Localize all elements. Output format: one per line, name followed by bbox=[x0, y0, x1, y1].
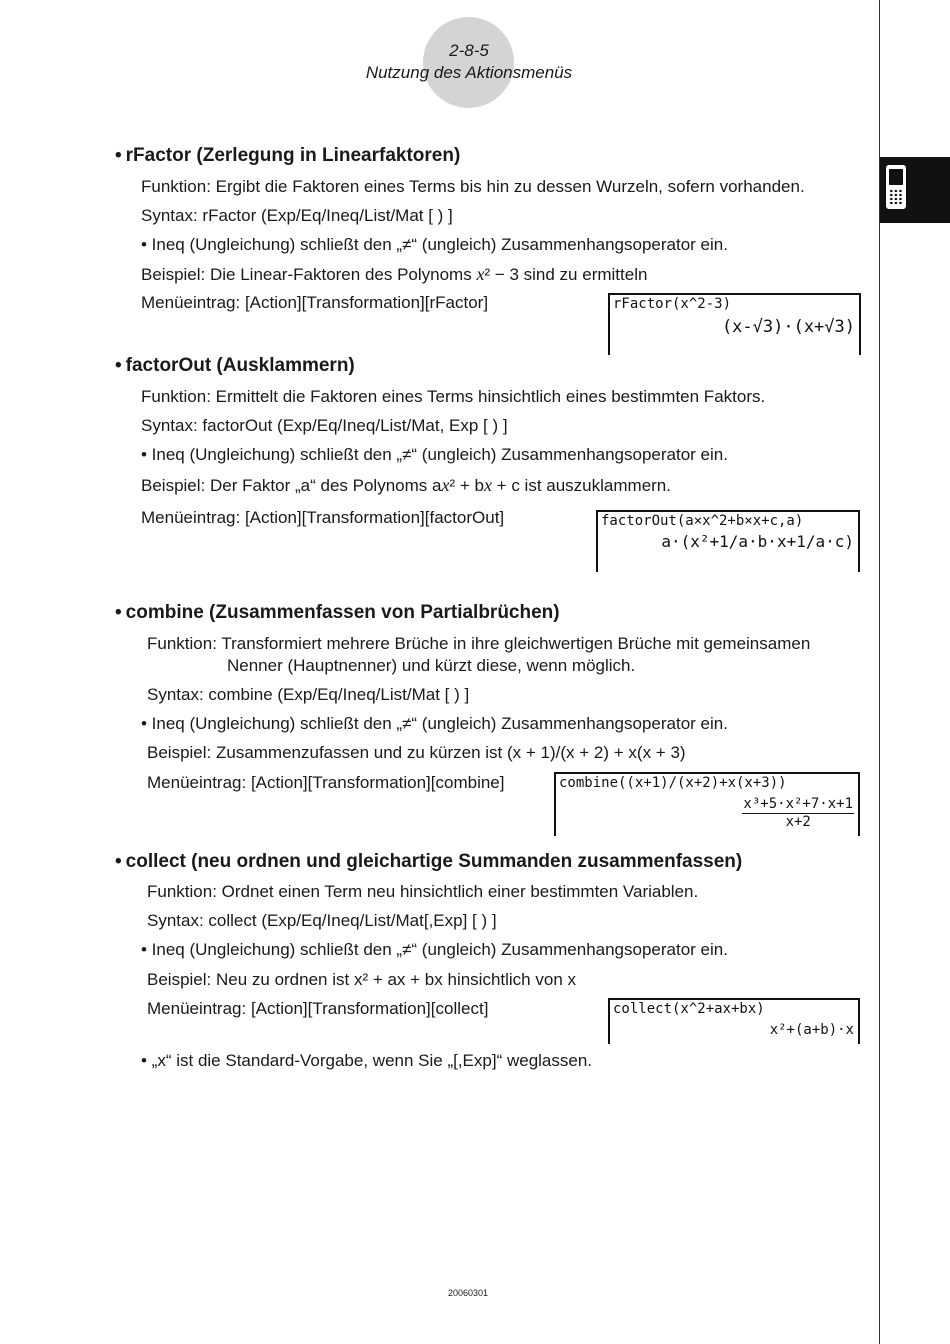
calculator-icon bbox=[886, 165, 906, 209]
calculator-screen bbox=[608, 998, 860, 1044]
section-heading-combine: • combine (Zusammenfassen von Partialbrüchen) bbox=[115, 602, 560, 623]
calculator-screen bbox=[596, 510, 860, 572]
screen-output: x²+(a+b)·x bbox=[769, 1022, 854, 1038]
syntax-text: Syntax: rFactor (Exp/Eq/Ineq/List/Mat [ ) ] bbox=[141, 206, 453, 225]
funktion-text: Funktion: Transformiert mehrere Brüche in ihre gleichwertigen Brüche mit gemeinsamen bbox=[147, 634, 811, 653]
ineq-note: • Ineq (Ungleichung) schließt den „≠“ (ungleich) Zusammenhangsoperator ein. bbox=[141, 714, 728, 733]
beispiel-text: Beispiel: Zusammenzufassen und zu kürzen ist (x + 1)/(x + 2) + x(x + 3) bbox=[147, 743, 686, 762]
menu-entry: Menüeintrag: [Action][Transformation][rFactor] bbox=[141, 293, 489, 312]
syntax-text: Syntax: combine (Exp/Eq/Ineq/List/Mat [ ) ] bbox=[147, 685, 470, 704]
screen-input: rFactor(x^2-3) bbox=[613, 296, 732, 312]
screen-output: a·(x²+1/a·b·x+1/a·c) bbox=[661, 532, 854, 551]
menu-entry: Menüeintrag: [Action][Transformation][combine] bbox=[147, 773, 505, 792]
page-number: 2-8-5 bbox=[449, 41, 489, 60]
syntax-text: Syntax: collect (Exp/Eq/Ineq/List/Mat[,Exp] [ ) ] bbox=[147, 911, 497, 930]
calculator-screen bbox=[608, 293, 861, 355]
funktion-text: Funktion: Ergibt die Faktoren eines Terms bis hin zu dessen Wurzeln, sofern vorhanden. bbox=[141, 177, 805, 196]
syntax-text: Syntax: factorOut (Exp/Eq/Ineq/List/Mat, Exp [ ) ] bbox=[141, 416, 508, 435]
default-note: • „x“ ist die Standard-Vorgabe, wenn Sie „[,Exp]“ weglassen. bbox=[141, 1051, 593, 1070]
section-heading-collect: • collect (neu ordnen und gleichartige Summanden zusammenfassen) bbox=[115, 851, 743, 872]
funktion-text-cont: Nenner (Hauptnenner) und kürzt diese, wenn möglich. bbox=[227, 656, 636, 675]
funktion-text: Funktion: Ermittelt die Faktoren eines Terms hinsichtlich eines bestimmten Faktors. bbox=[141, 387, 766, 406]
beispiel-text: Beispiel: Neu zu ordnen ist x² + ax + bx hinsichtlich von x bbox=[147, 970, 576, 989]
ineq-note: • Ineq (Ungleichung) schließt den „≠“ (ungleich) Zusammenhangsoperator ein. bbox=[141, 940, 728, 959]
menu-entry: Menüeintrag: [Action][Transformation][factorOut] bbox=[141, 508, 505, 527]
beispiel-text: Beispiel: Der Faktor „a“ des Polynoms ax² + bx + c ist auszuklammern. bbox=[141, 475, 671, 495]
page-title: Nutzung des Aktionsmenüs bbox=[365, 63, 573, 82]
ineq-note: • Ineq (Ungleichung) schließt den „≠“ (ungleich) Zusammenhangsoperator ein. bbox=[141, 235, 728, 254]
section-heading-factorout: • factorOut (Ausklammern) bbox=[115, 355, 355, 376]
beispiel-text: Beispiel: Die Linear-Faktoren des Polynoms x² − 3 sind zu ermitteln bbox=[141, 264, 648, 284]
funktion-text: Funktion: Ordnet einen Term neu hinsichtlich einer bestimmten Variablen. bbox=[147, 882, 699, 901]
calculator-screen bbox=[554, 772, 860, 836]
screen-output: $\frac{\text{x³+5·x²+7·x+1}}{x+2}$ bbox=[743, 796, 853, 830]
section-heading-rfactor: • rFactor (Zerlegung in Linearfaktoren) bbox=[115, 145, 461, 166]
ineq-note: • Ineq (Ungleichung) schließt den „≠“ (ungleich) Zusammenhangsoperator ein. bbox=[141, 445, 728, 464]
screen-input: combine((x+1)/(x+2)+x(x+3)) bbox=[559, 775, 787, 791]
screen-output: (x-√3)·(x+√3) bbox=[721, 317, 855, 337]
chapter-tab bbox=[880, 157, 950, 223]
footer-code: 20060301 bbox=[447, 1288, 489, 1298]
screen-input: collect(x^2+ax+bx) bbox=[613, 1001, 765, 1017]
menu-entry: Menüeintrag: [Action][Transformation][collect] bbox=[147, 999, 489, 1018]
screen-input: factorOut(a×x^2+b×x+c,a) bbox=[601, 513, 804, 529]
